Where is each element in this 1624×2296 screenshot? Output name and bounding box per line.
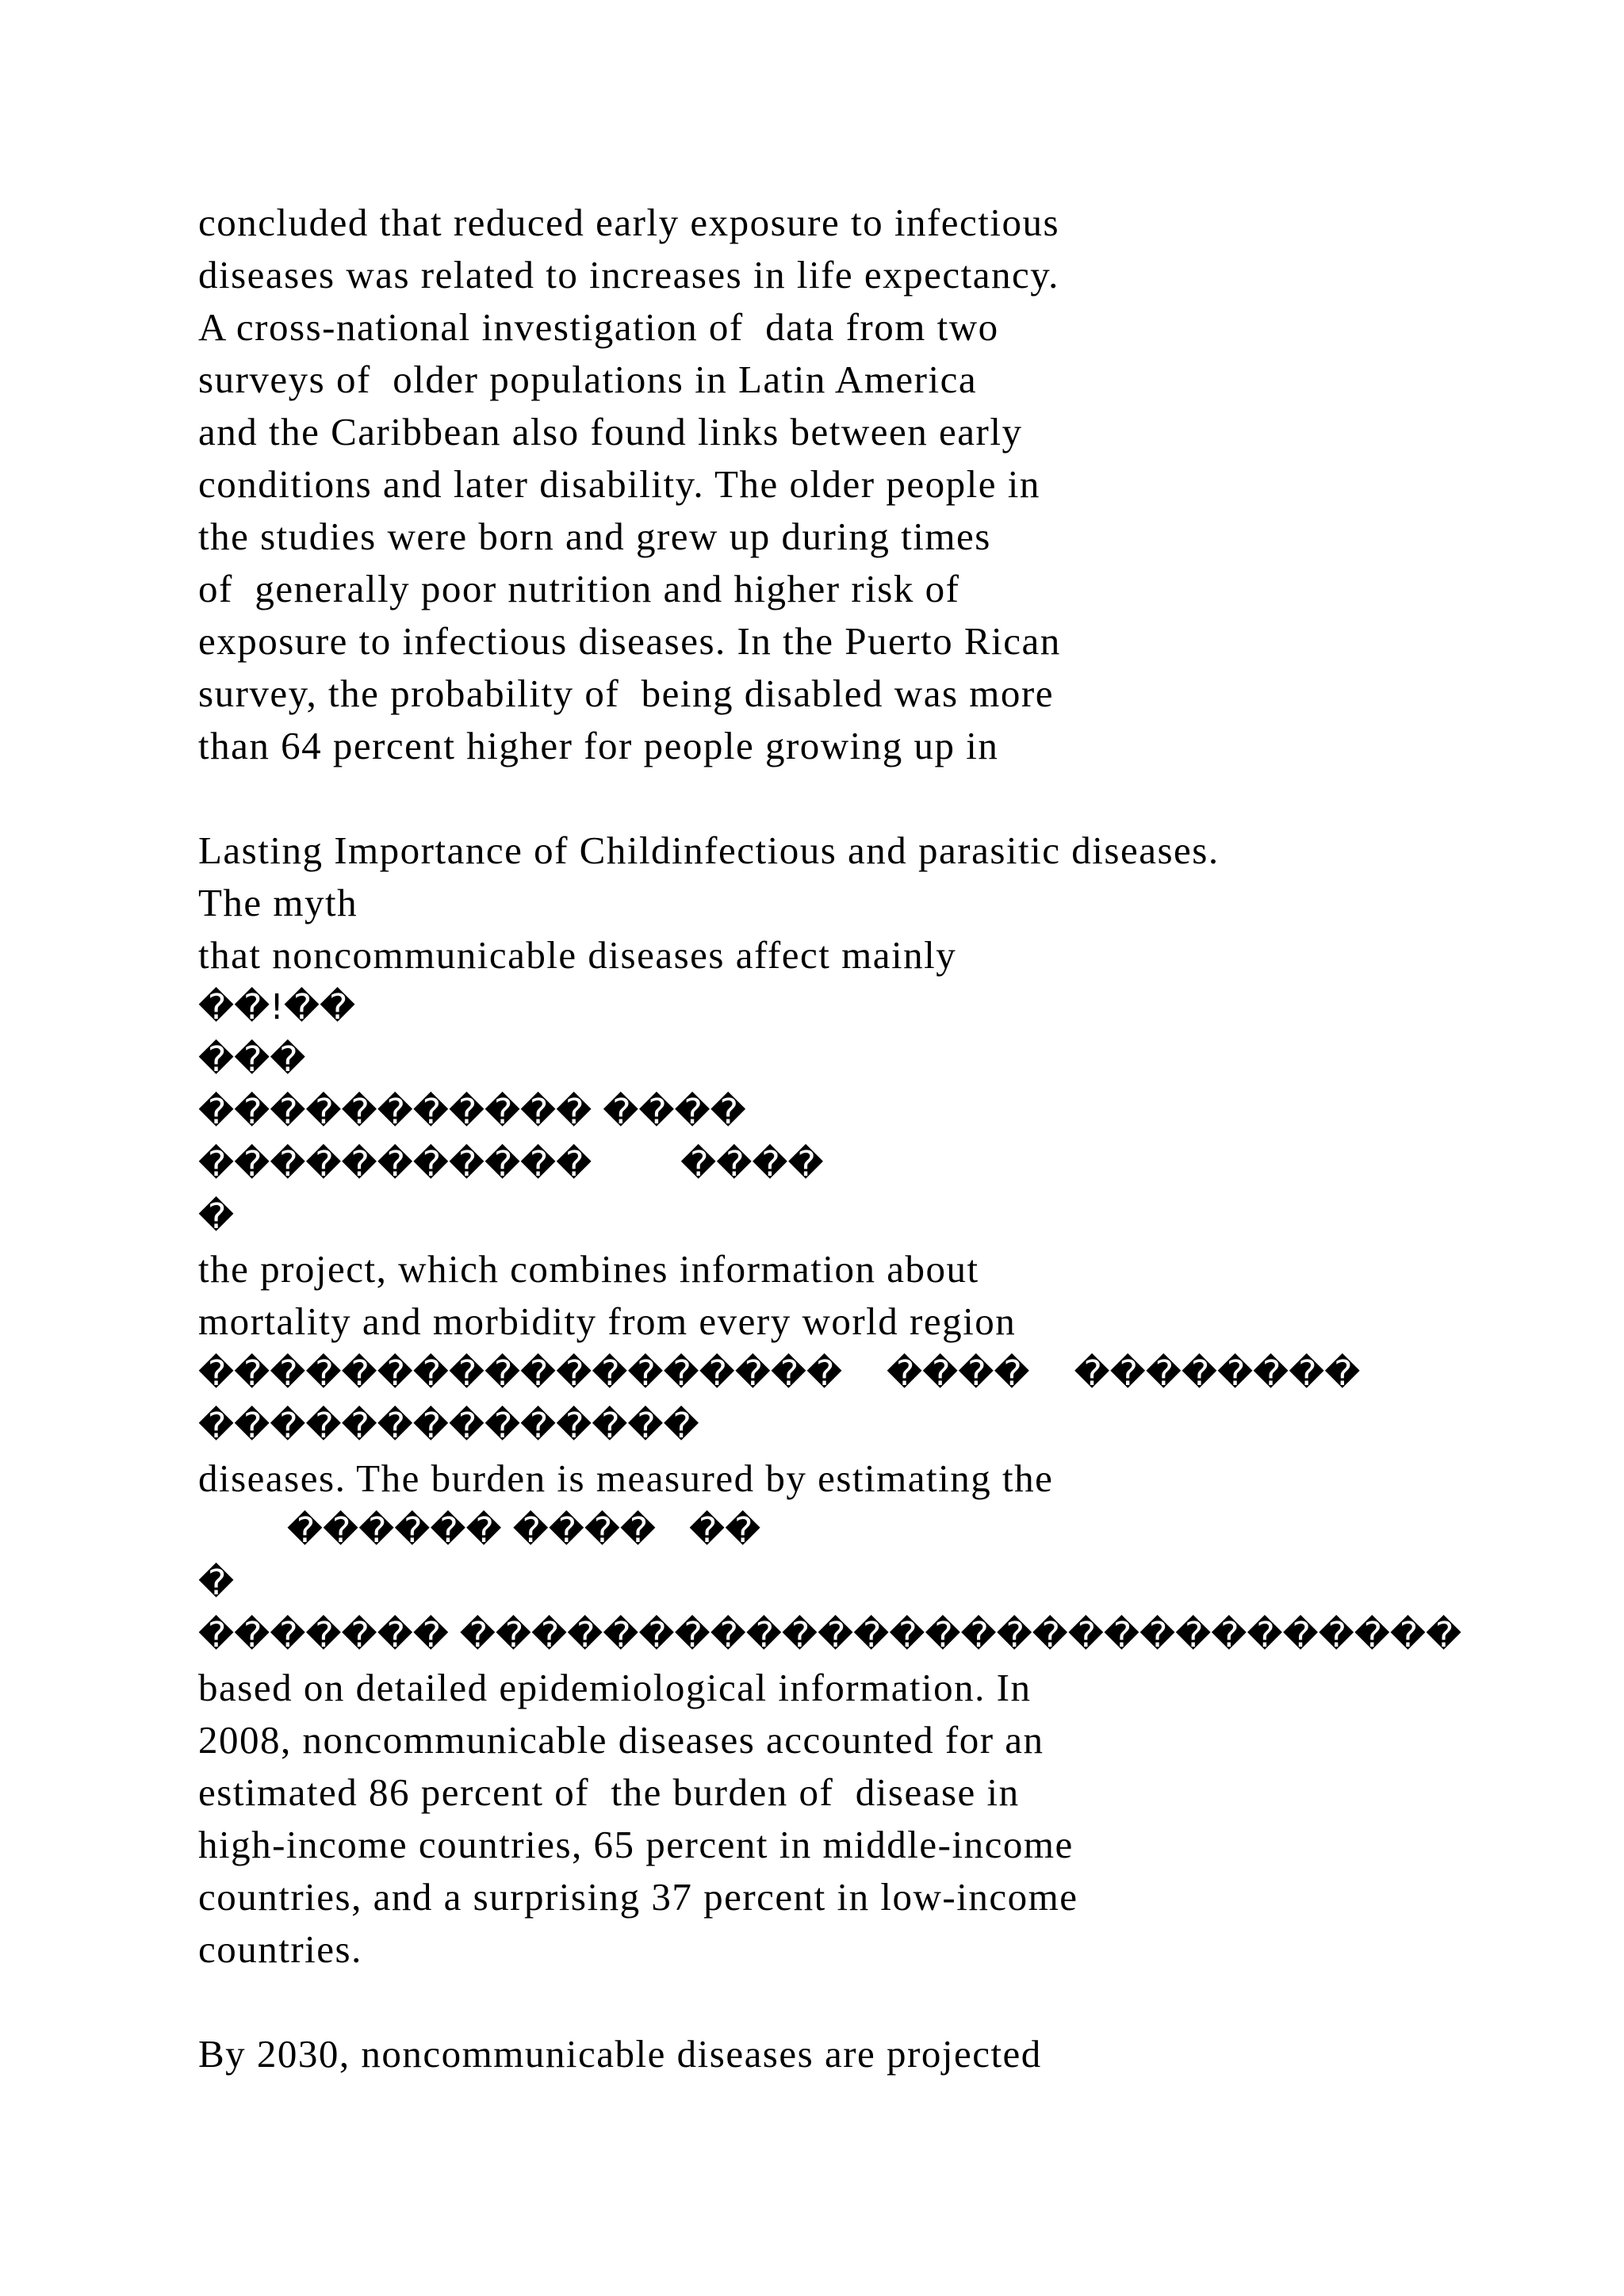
garbled-text-line: ��� (198, 1039, 306, 1080)
text-line: exposure to infectious diseases. In the Puerto Rican (198, 619, 1061, 663)
text-line: the studies were born and grew up during times (198, 515, 991, 558)
text-line: diseases. The burden is measured by estimating the (198, 1456, 1054, 1500)
text-line: mortality and morbidity from every world region (198, 1299, 1017, 1343)
text-line: countries, and a surprising 37 percent in low-income (198, 1875, 1078, 1919)
garbled-text-line: ������� ���������������������������� (198, 1615, 1462, 1655)
text-line: of generally poor nutrition and higher risk of (198, 567, 960, 610)
garbled-text-line: ������������������ ���� �������� (198, 1353, 1361, 1394)
text-line: that noncommunicable diseases affect mainly (198, 933, 957, 977)
garbled-text-line: �������������� (198, 1406, 699, 1446)
text-line: A cross-national investigation of data from two (198, 305, 999, 349)
text-line: 2008, noncommunicable diseases accounted for an (198, 1718, 1044, 1762)
text-line: and the Caribbean also found links between early (198, 410, 1023, 453)
text-line: high-income countries, 65 percent in middle-income (198, 1823, 1074, 1866)
garbled-text-line: ����������� ���� (198, 1144, 824, 1184)
text-line: survey, the probability of being disabled was more (198, 672, 1054, 715)
text-line: estimated 86 percent of the burden of disease in (198, 1770, 1020, 1814)
text-line: Lasting Importance of Childinfectious and parasitic diseases. (198, 828, 1220, 872)
garbled-text-line: � (198, 1196, 235, 1237)
text-line: The myth (198, 881, 358, 924)
garbled-text-line: ����������� ���� (198, 1092, 746, 1132)
garbled-text-line: ��!�� (198, 987, 356, 1027)
paragraph-break (198, 772, 1507, 825)
text-line: surveys of older populations in Latin America (198, 358, 978, 401)
text-line: conditions and later disability. The older people in (198, 462, 1040, 506)
garbled-text-line: � (198, 1563, 235, 1603)
text-line: than 64 percent higher for people growing up in (198, 724, 999, 767)
text-line: the project, which combines information about (198, 1247, 979, 1291)
text-line: countries. (198, 1927, 362, 1971)
paragraph-break (198, 1976, 1507, 2028)
text-line: By 2030, noncommunicable diseases are projected (198, 2032, 1042, 2076)
text-line: based on detailed epidemiological information. In (198, 1666, 1032, 1709)
garbled-text-line: ������ ���� �� (198, 1510, 761, 1551)
document-body (198, 197, 1507, 2080)
text-line: diseases was related to increases in life expectancy. (198, 253, 1059, 297)
text-line: concluded that reduced early exposure to infectious (198, 201, 1060, 244)
